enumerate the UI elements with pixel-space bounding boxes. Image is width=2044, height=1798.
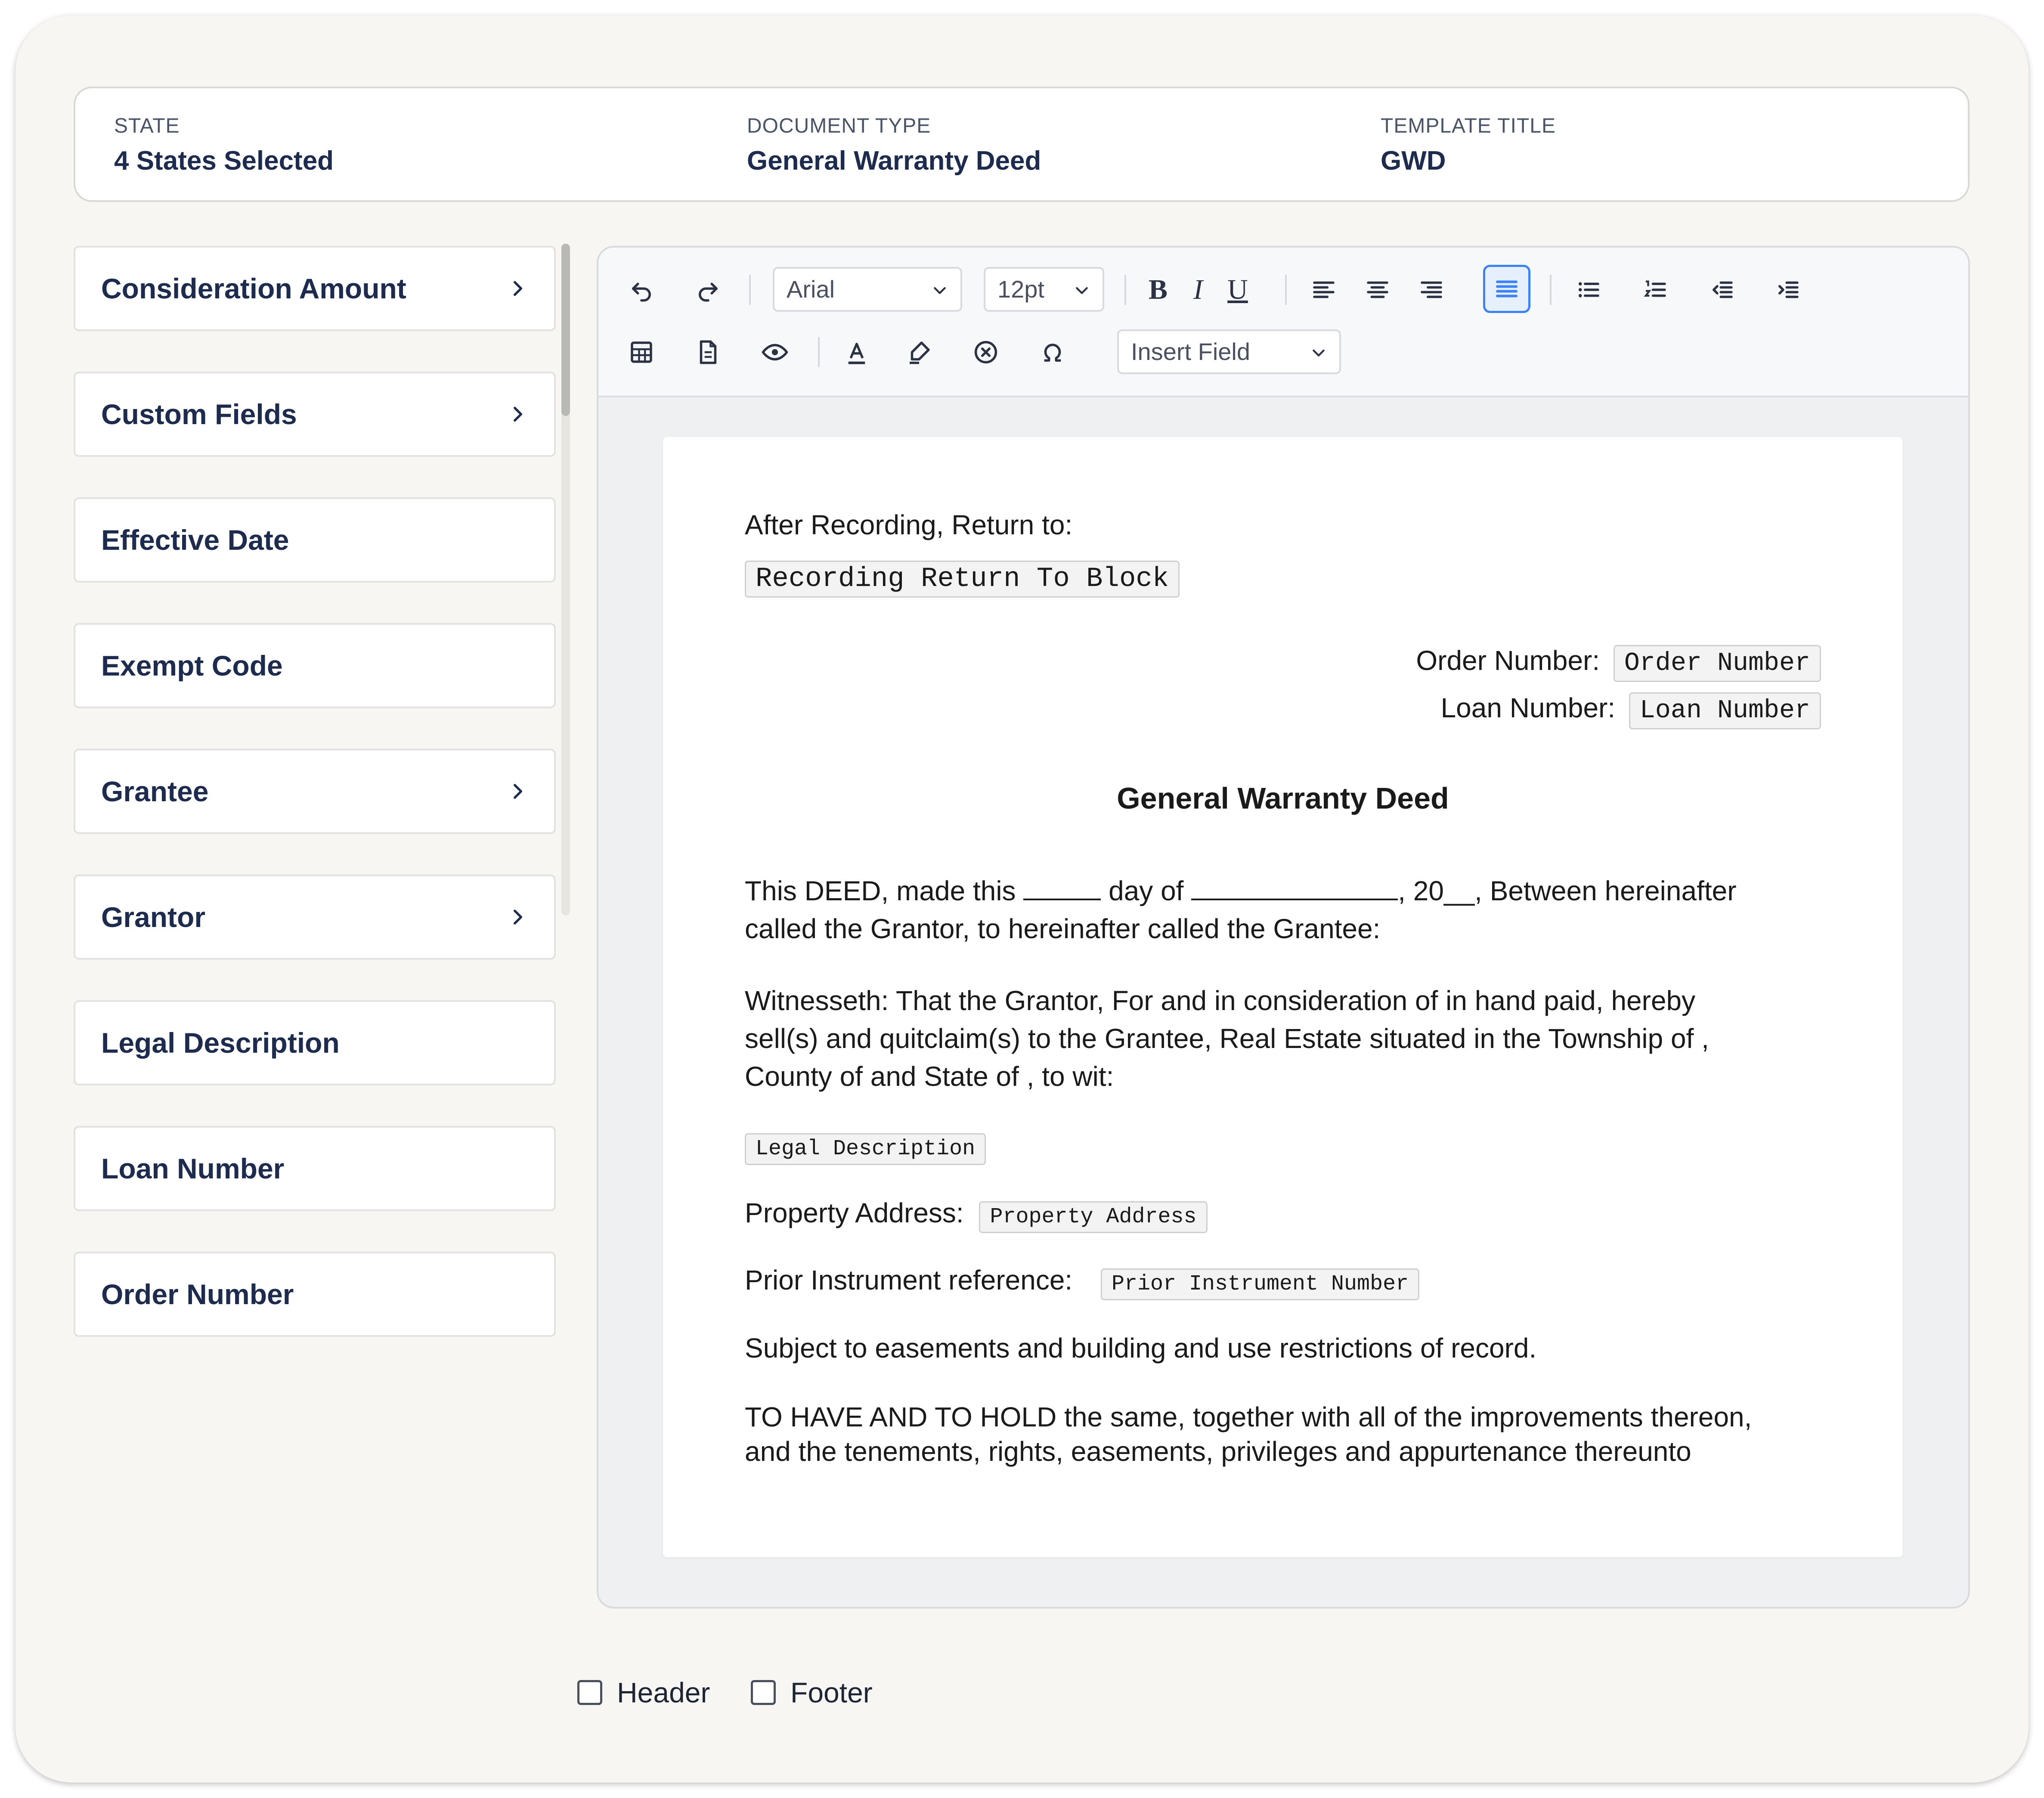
chevron-right-icon xyxy=(507,278,528,299)
font-size-value: 12pt xyxy=(997,276,1044,303)
document-page[interactable] xyxy=(663,437,1903,1557)
sidebar-item-custom-fields[interactable] xyxy=(74,372,556,457)
font-size-select[interactable] xyxy=(984,267,1104,312)
toolbar-divider xyxy=(1550,275,1552,305)
align-justify-icon xyxy=(1493,275,1521,303)
bullet-list-icon xyxy=(1574,276,1603,304)
property-address-label: Property Address: xyxy=(745,1197,964,1228)
sidebar-item-grantor[interactable] xyxy=(74,874,556,960)
sidebar-item-label: Grantor xyxy=(101,901,206,933)
day-blank xyxy=(1023,881,1101,900)
italic-button[interactable] xyxy=(1179,270,1217,309)
sidebar-item-label: Loan Number xyxy=(101,1153,285,1184)
sidebar-item-label: Custom Fields xyxy=(101,398,297,430)
footer-checkbox-label: Footer xyxy=(790,1677,873,1708)
sidebar-item-effective-date[interactable] xyxy=(74,497,556,583)
toolbar-divider xyxy=(818,337,820,367)
header-checkbox-row[interactable] xyxy=(577,1677,710,1708)
deed-paragraph-line-1 xyxy=(745,872,1737,910)
prior-instrument-label: Prior Instrument reference: xyxy=(745,1265,1073,1296)
sidebar-item-label: Order Number xyxy=(101,1278,294,1310)
align-left-button[interactable] xyxy=(1304,270,1343,309)
prior-instrument-field[interactable]: Prior Instrument Number xyxy=(1101,1268,1419,1300)
prior-instrument-row xyxy=(745,1261,1419,1300)
sidebar-item-label: Effective Date xyxy=(101,524,289,556)
undo-icon xyxy=(627,276,656,304)
deed-intro-text: This DEED, made this xyxy=(745,875,1016,906)
order-number-row xyxy=(1416,642,1821,682)
redo-icon xyxy=(694,276,722,304)
sidebar-item-label: Consideration Amount xyxy=(101,273,406,304)
legal-description-row xyxy=(745,1126,986,1165)
document-button[interactable] xyxy=(689,333,728,372)
return-to-heading: After Recording, Return to: xyxy=(745,509,1073,540)
state-value[interactable]: 4 States Selected xyxy=(114,146,334,176)
loan-number-row xyxy=(1441,689,1821,729)
sidebar-item-order-number[interactable] xyxy=(74,1252,556,1337)
undo-button[interactable] xyxy=(622,270,661,309)
toolbar-divider xyxy=(1285,275,1287,305)
template-info-bar xyxy=(74,87,1970,202)
toolbar-divider xyxy=(749,275,751,305)
subject-to-text: Subject to easements and building and use restrictions of record. xyxy=(745,1333,1537,1364)
underline-button[interactable] xyxy=(1218,270,1257,309)
numbered-list-button[interactable] xyxy=(1636,270,1675,309)
bold-button[interactable] xyxy=(1139,270,1177,309)
insert-field-placeholder: Insert Field xyxy=(1131,338,1250,365)
property-address-field[interactable]: Property Address xyxy=(979,1201,1207,1233)
sidebar-scrollbar-thumb[interactable] xyxy=(561,244,570,416)
toolbar-divider xyxy=(1124,275,1126,305)
omega-icon xyxy=(1038,338,1067,366)
bold-icon: B xyxy=(1148,274,1168,305)
chevron-down-icon xyxy=(1310,344,1327,361)
header-checkbox-label: Header xyxy=(617,1677,710,1708)
text-color-icon xyxy=(842,338,871,366)
special-character-button[interactable] xyxy=(1033,333,1072,372)
highlighter-icon xyxy=(905,338,933,366)
align-center-icon xyxy=(1363,276,1392,304)
bullet-list-button[interactable] xyxy=(1569,270,1608,309)
chevron-right-icon xyxy=(507,781,528,802)
document-type-value[interactable]: General Warranty Deed xyxy=(747,146,1041,176)
sidebar-item-label: Exempt Code xyxy=(101,650,283,682)
insert-table-button[interactable] xyxy=(622,333,661,372)
align-left-icon xyxy=(1310,276,1338,304)
state-label: STATE xyxy=(114,115,180,137)
highlight-button[interactable] xyxy=(900,333,938,372)
recording-return-to-field[interactable]: Recording Return To Block xyxy=(745,561,1180,598)
sidebar-item-grantee[interactable] xyxy=(74,749,556,834)
state-section xyxy=(114,114,334,176)
loan-number-label: Loan Number: xyxy=(1440,692,1616,723)
editor-toolbar xyxy=(598,248,1968,397)
indent-button[interactable] xyxy=(1768,270,1807,309)
outdent-button[interactable] xyxy=(1703,270,1741,309)
chevron-right-icon xyxy=(507,906,528,928)
sidebar-item-consideration-amount[interactable] xyxy=(74,246,556,331)
clear-circle-icon xyxy=(972,338,1000,366)
font-family-select[interactable] xyxy=(773,267,962,312)
witnesseth-line-1: Witnesseth: That the Grantor, For and in consideration of in hand paid, hereby xyxy=(745,985,1696,1016)
align-center-button[interactable] xyxy=(1358,270,1397,309)
deed-title: General Warranty Deed xyxy=(1117,781,1449,815)
chevron-down-icon xyxy=(1073,282,1090,299)
underline-icon: U xyxy=(1227,274,1248,305)
sidebar-item-legal-description[interactable] xyxy=(74,1000,556,1085)
order-number-field[interactable]: Order Number xyxy=(1614,645,1821,682)
insert-field-select[interactable] xyxy=(1117,329,1341,374)
sidebar-item-label: Grantee xyxy=(101,775,209,807)
sidebar-item-label: Legal Description xyxy=(101,1027,340,1059)
sidebar-scrollbar[interactable] xyxy=(561,244,570,915)
witnesseth-line-2: sell(s) and quitclaim(s) to the Grantee, Real Estate situated in the Township of , xyxy=(745,1023,1709,1054)
witnesseth-line-3: County of and State of , to wit: xyxy=(745,1061,1114,1092)
align-right-icon xyxy=(1417,276,1446,304)
document-type-label: DOCUMENT TYPE xyxy=(747,115,931,137)
loan-number-field[interactable]: Loan Number xyxy=(1629,692,1821,729)
app-window xyxy=(15,16,2029,1782)
legal-description-field[interactable]: Legal Description xyxy=(745,1133,986,1165)
sidebar-item-exempt-code[interactable] xyxy=(74,623,556,708)
year-between-text: , 20__, Between hereinafter xyxy=(1398,875,1737,906)
chevron-down-icon xyxy=(931,282,948,299)
habendum-line-1: TO HAVE AND TO HOLD the same, together with all of the improvements thereon, xyxy=(745,1401,1752,1432)
habendum-line-2: and the tenements, rights, easements, privileges and appurtenance thereunto xyxy=(745,1436,1691,1467)
chevron-right-icon xyxy=(507,403,528,425)
redo-button[interactable] xyxy=(689,270,728,309)
font-family-value: Arial xyxy=(787,276,835,303)
eye-icon xyxy=(761,338,789,366)
day-of-text: day of xyxy=(1109,875,1184,906)
footer-checkbox-row[interactable] xyxy=(751,1677,873,1708)
table-icon xyxy=(627,338,656,366)
preview-button[interactable] xyxy=(756,333,794,372)
property-address-row xyxy=(745,1194,1208,1233)
template-title-value[interactable]: GWD xyxy=(1381,146,1446,176)
header-checkbox[interactable] xyxy=(577,1680,602,1705)
text-color-button[interactable] xyxy=(837,333,876,372)
document-icon xyxy=(694,338,722,366)
order-number-label: Order Number: xyxy=(1416,645,1600,676)
template-title-section xyxy=(1381,114,1556,176)
field-sidebar xyxy=(74,246,556,1365)
deed-paragraph-line-2: called the Grantor, to hereinafter called the Grantee: xyxy=(745,913,1381,944)
align-justify-button[interactable] xyxy=(1483,265,1530,313)
template-title-label: TEMPLATE TITLE xyxy=(1381,115,1556,137)
outdent-icon xyxy=(1708,276,1736,304)
return-to-field-row xyxy=(745,558,1180,598)
rich-text-editor xyxy=(597,246,1970,1609)
sidebar-item-loan-number[interactable] xyxy=(74,1126,556,1211)
document-type-section xyxy=(747,114,1041,176)
italic-icon: I xyxy=(1193,274,1203,305)
indent-icon xyxy=(1774,276,1802,304)
footer-checkbox[interactable] xyxy=(751,1680,776,1705)
numbered-list-icon xyxy=(1641,276,1669,304)
clear-formatting-button[interactable] xyxy=(966,333,1005,372)
align-right-button[interactable] xyxy=(1412,270,1451,309)
month-blank xyxy=(1191,881,1398,900)
